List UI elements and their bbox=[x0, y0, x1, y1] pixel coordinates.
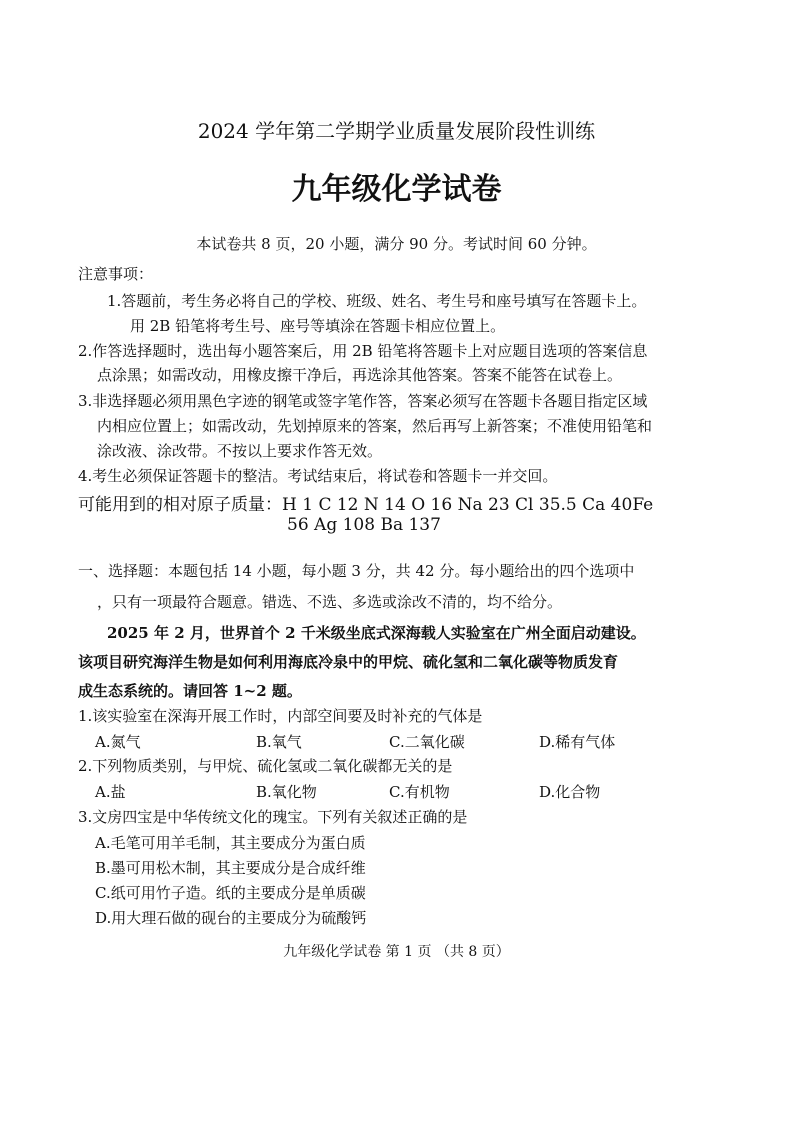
notice-item-3: 3.非选择题必须用黑色字迹的钢笔或签字笔作答，答案必须写在答题卡各题目指定区域 bbox=[78, 392, 648, 410]
section-intro-1: 一、选择题：本题包括 14 小题，每小题 3 分，共 42 分。每小题给出的四个选项中 bbox=[78, 562, 635, 580]
question-2-option-b: B.氧化物 bbox=[256, 783, 317, 801]
question-2-option-a: A.盐 bbox=[95, 783, 126, 801]
notice-item-1-cont: 用 2B 铅笔将考生号、座号等填涂在答题卡相应位置上。 bbox=[130, 317, 506, 335]
passage-line-2: 该项目研究海洋生物是如何利用海底冷泉中的甲烷、硫化氢和二氧化碳等物质发育 bbox=[78, 653, 619, 671]
notice-item-1: 1.答题前，考生务必将自己的学校、班级、姓名、考生号和座号填写在答题卡上。 bbox=[107, 292, 647, 310]
question-2-option-d: D.化合物 bbox=[539, 783, 601, 801]
atomic-mass-line-1: 可能用到的相对原子质量：H 1 C 12 N 14 O 16 Na 23 Cl 35.5 Ca 40Fe bbox=[78, 495, 654, 515]
question-3-stem: 3.文房四宝是中华传统文化的瑰宝。下列有关叙述正确的是 bbox=[78, 808, 468, 826]
question-3-option-b: B.墨可用松木制，其主要成分是合成纤维 bbox=[95, 859, 366, 877]
question-3-option-c: C.纸可用竹子造。纸的主要成分是单质碳 bbox=[95, 884, 366, 902]
notice-item-2-cont: 点涂黑；如需改动，用橡皮擦干净后，再选涂其他答案。答案不能答在试卷上。 bbox=[97, 366, 623, 384]
question-1-option-a: A.氮气 bbox=[95, 733, 141, 751]
question-1-option-c: C.二氧化碳 bbox=[389, 733, 465, 751]
notice-item-2: 2.作答选择题时，选出每小题答案后，用 2B 铅笔将答题卡上对应题目选项的答案信息 bbox=[78, 342, 648, 360]
page-footer: 九年级化学试卷 第 1 页 （共 8 页） bbox=[283, 944, 510, 960]
passage-line-3: 成生态系统的。请回答 1~2 题。 bbox=[78, 682, 302, 700]
atomic-mass-line-2: 56 Ag 108 Ba 137 bbox=[287, 515, 441, 535]
question-1-stem: 1.该实验室在深海开展工作时，内部空间要及时补充的气体是 bbox=[78, 707, 483, 725]
question-2-stem: 2.下列物质类别，与甲烷、硫化氢或二氧化碳都无关的是 bbox=[78, 757, 453, 775]
exam-info: 本试卷共 8 页，20 小题，满分 90 分。考试时间 60 分钟。 bbox=[196, 235, 597, 253]
section-intro-2: ，只有一项最符合题意。错选、不选、多选或涂改不清的，均不给分。 bbox=[97, 593, 563, 611]
notice-item-3-cont2: 涂改液、涂改带。不按以上要求作答无效。 bbox=[97, 442, 383, 460]
exam-title: 九年级化学试卷 bbox=[291, 172, 502, 207]
passage-line-1: 2025 年 2 月，世界首个 2 千米级坐底式深海载人实验室在广州全面启动建设。 bbox=[107, 624, 646, 642]
notice-item-4: 4.考生必须保证答题卡的整洁。考试结束后，将试卷和答题卡一并交回。 bbox=[78, 467, 558, 485]
question-1-option-b: B.氧气 bbox=[256, 733, 302, 751]
notice-heading: 注意事项： bbox=[78, 265, 154, 283]
question-3-option-d: D.用大理石做的砚台的主要成分为硫酸钙 bbox=[95, 909, 367, 927]
question-1-option-d: D.稀有气体 bbox=[539, 733, 616, 751]
exam-subtitle: 2024 学年第二学期学业质量发展阶段性训练 bbox=[197, 119, 596, 143]
question-2-option-c: C.有机物 bbox=[389, 783, 450, 801]
question-3-option-a: A.毛笔可用羊毛制，其主要成分为蛋白质 bbox=[95, 834, 366, 852]
notice-item-3-cont1: 内相应位置上；如需改动，先划掉原来的答案，然后再写上新答案；不准使用铅笔和 bbox=[97, 417, 653, 435]
